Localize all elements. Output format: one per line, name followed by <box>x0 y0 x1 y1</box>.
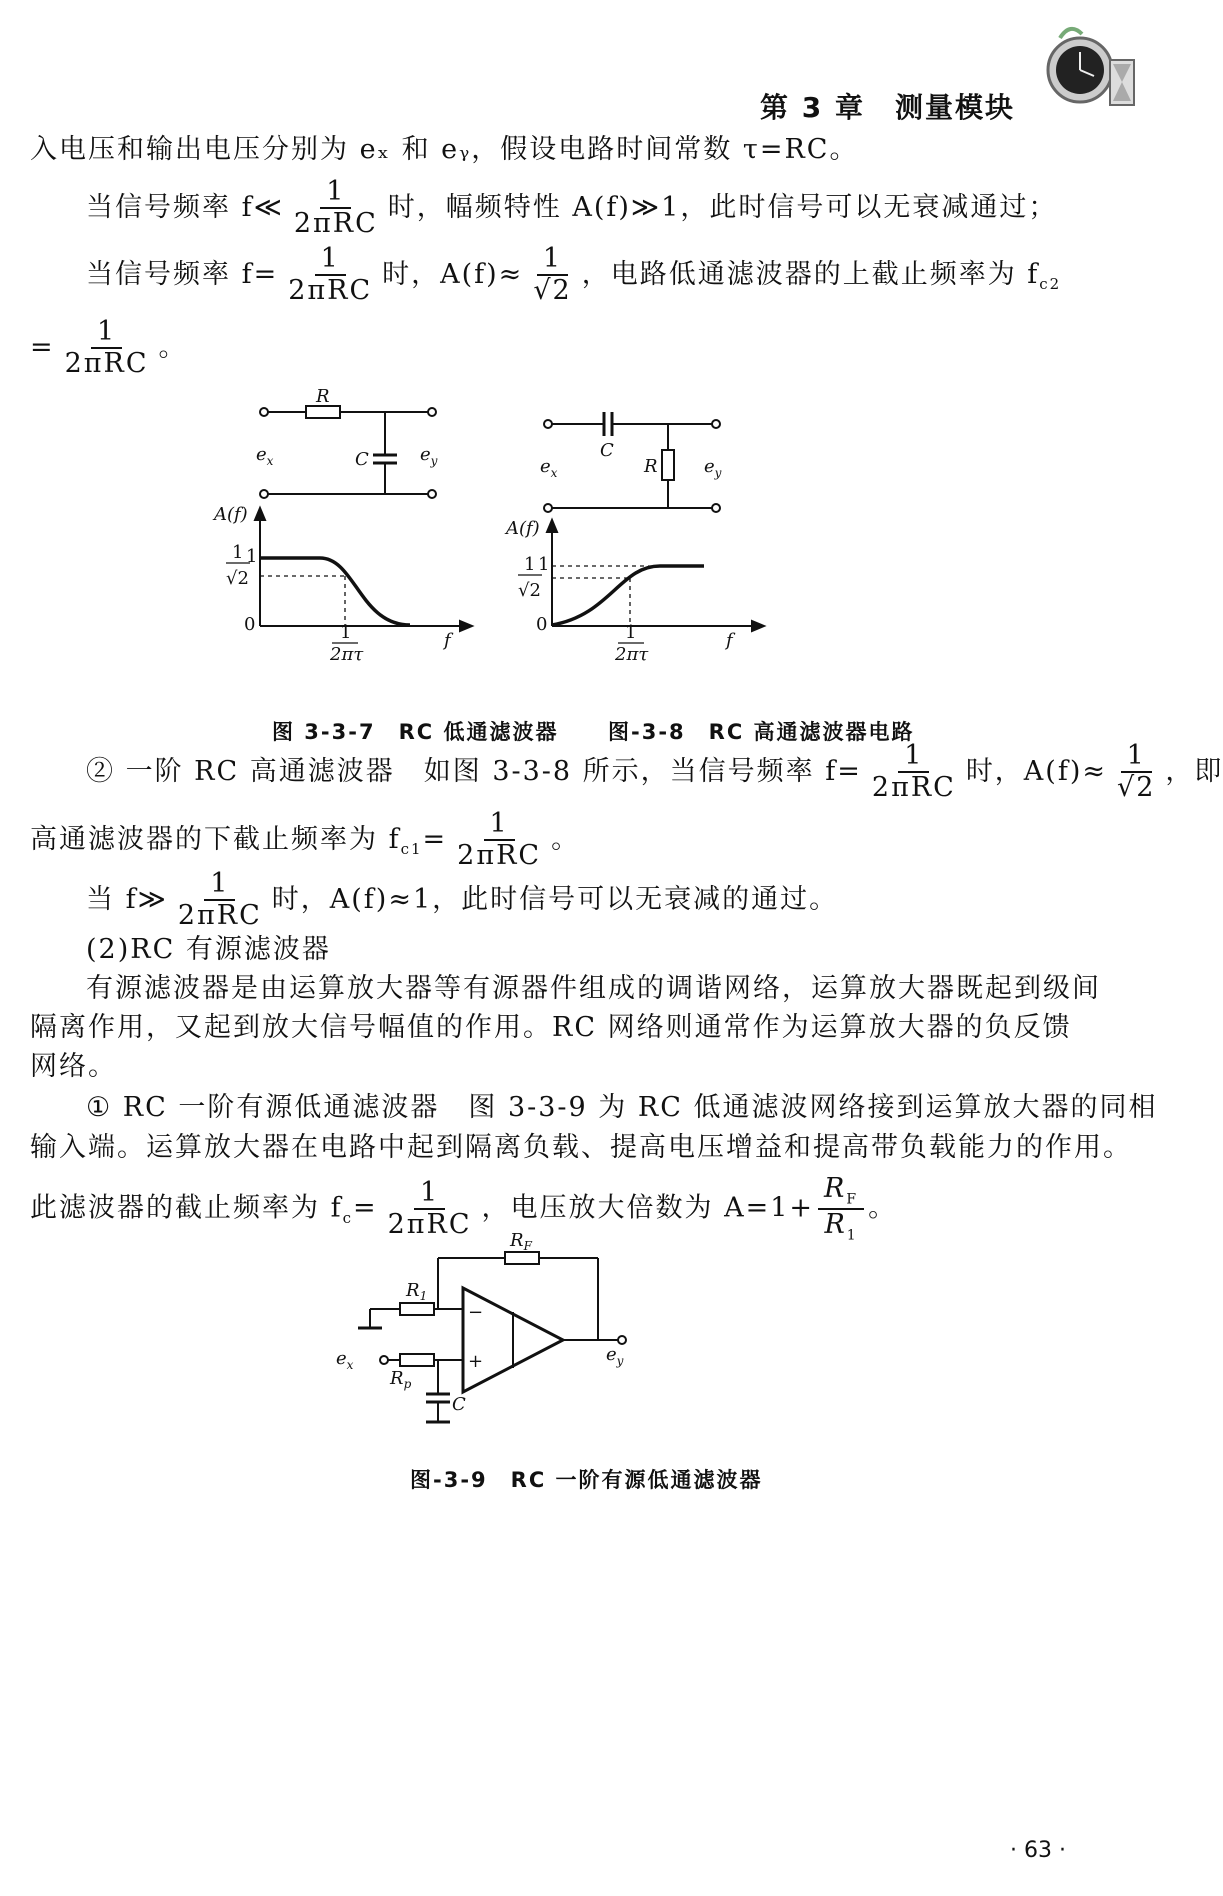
svg-text:A(f): A(f) <box>506 518 540 539</box>
figure-3-3-8-caption: 图-3-8 RC 高通滤波器电路 <box>608 720 915 744</box>
paragraph-2: 当信号频率 f≪ $\frac{1}{\text{2πRC}}$ 时，幅频特性 A(f)≫1，此时信号可以无衰减通过； <box>86 176 1058 240</box>
chapter-header: 第 3 章 测量模块 <box>760 91 1015 124</box>
paragraph-13: 输入端。运算放大器在电路中起到隔离负载、提高电压增益和提高带负载能力的作用。 <box>30 1132 1132 1163</box>
svg-text:1: 1 <box>340 622 352 643</box>
svg-text:ey: $e_y$ <box>606 1344 624 1368</box>
svg-text:1: 1 <box>538 554 550 575</box>
svg-text:ey: $e_y$ <box>420 444 438 468</box>
svg-text:RF: $R_F$ <box>510 1230 532 1253</box>
svg-text:√2: √2 <box>518 580 541 601</box>
paragraph-9: 有源滤波器是由运算放大器等有源器件组成的调谐网络，运算放大器既起到级间 <box>86 973 1101 1004</box>
svg-text:f: f <box>444 630 451 651</box>
svg-text:−: − <box>468 1302 484 1323</box>
page-number: · 63 · <box>1010 1838 1066 1863</box>
svg-text:ey: $e_y$ <box>704 456 722 480</box>
svg-text:0: 0 <box>244 614 256 635</box>
svg-text:√2: √2 <box>226 568 249 589</box>
svg-text:C: C <box>452 1394 466 1415</box>
figure-3-3-7-caption: 图 3-3-7 RC 低通滤波器 <box>272 720 559 744</box>
svg-text:1: 1 <box>524 554 536 575</box>
svg-text:2πτ: 2πτ <box>330 644 364 665</box>
paragraph-12: ① RC 一阶有源低通滤波器 图 3-3-9 为 RC 低通滤波网络接到运算放大器的同相 <box>86 1092 1158 1123</box>
svg-text:1: 1 <box>246 546 258 567</box>
paragraph-14: 此滤波器的截止频率为 $f_c=$ $\frac{1}{\text{2πRC}}$ ，电压放大倍数为 A=1+ $\frac{R_F}{R_1}$ 。 <box>30 1173 898 1244</box>
paragraph-11: 网络。 <box>30 1051 117 1082</box>
paragraph-5: ② 一阶 RC 高通滤波器 如图 3-3-8 所示，当信号频率 f= $\frac{1}{\text{2πRC}}$ 时，A(f)≈ $\frac{1}{√2}$ ，即 <box>86 740 1223 804</box>
svg-text:+: + <box>468 1351 484 1372</box>
paragraph-7: 当 f≫ $\frac{1}{\text{2πRC}}$ 时，A(f)≈1，此时信号可以无衰减的通过。 <box>86 868 839 932</box>
svg-text:C: C <box>600 440 614 461</box>
svg-text:ex: $e_x$ <box>540 456 558 480</box>
paragraph-6: 高通滤波器的下截止频率为 $f_{c1}=$ $\frac{1}{\text{2πRC}}$ 。 <box>30 808 581 872</box>
paragraph-1: 入电压和输出电压分别为 eₓ 和 eᵧ，假设电路时间常数 τ=RC。 <box>30 134 859 165</box>
figure-3-3-9 <box>330 1222 750 1452</box>
svg-text:ex: $e_x$ <box>336 1348 354 1372</box>
svg-text:1: 1 <box>625 622 637 643</box>
paragraph-3: 当信号频率 f= $\frac{1}{\text{2πRC}}$ 时，A(f)≈ $\frac{1}{√2}$ ，电路低通滤波器的上截止频率为 $f_{c2}$ <box>86 243 1062 307</box>
figure-3-3-7-3-3-8 <box>210 386 970 710</box>
svg-text:1: 1 <box>232 542 244 563</box>
svg-text:Rp: $R_p$ <box>390 1368 412 1391</box>
svg-text:C: C <box>355 449 369 470</box>
svg-text:ex: $e_x$ <box>256 444 274 468</box>
svg-text:f: f <box>726 630 733 651</box>
svg-text:R: R <box>644 456 658 477</box>
svg-text:R: R <box>316 386 330 407</box>
paragraph-10: 隔离作用，又起到放大信号幅值的作用。RC 网络则通常作为运算放大器的负反馈 <box>30 1012 1072 1043</box>
svg-text:2πτ: 2πτ <box>615 644 649 665</box>
paragraph-4: = $\frac{1}{\text{2πRC}}$ 。 <box>30 316 188 380</box>
clock-hourglass-icon <box>1040 20 1140 110</box>
svg-text:0: 0 <box>536 614 548 635</box>
figure-3-3-9-caption: 图-3-9 RC 一阶有源低通滤波器 <box>410 1468 763 1492</box>
svg-text:R1: $R_1$ <box>406 1280 428 1303</box>
paragraph-8: (2)RC 有源滤波器 <box>86 934 331 965</box>
svg-text:A(f): A(f) <box>214 504 248 525</box>
